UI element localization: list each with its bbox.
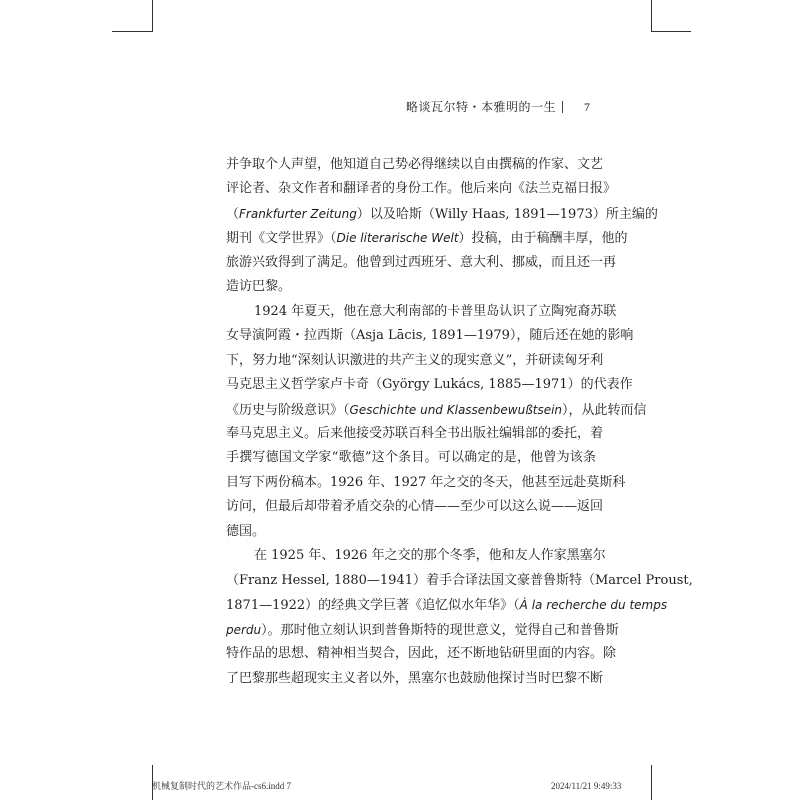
text-line: 并争取个人声望，他知道自己势必得继续以自由撰稿的作家、文艺 — [226, 157, 604, 172]
italic-title: Geschichte und Klassenbewußtsein — [349, 402, 563, 417]
crop-mark-bottom-right-vertical — [651, 765, 652, 800]
text-line: 奉马克思主义。后来他接受苏联百科全书出版社编辑部的委托，着 — [226, 425, 604, 441]
text-segment: ）以及哈斯（Willy Haas, 1891—1973）所主编的 — [356, 206, 658, 222]
text-line — [226, 202, 658, 226]
body-text — [226, 153, 693, 691]
text-segment: 《历史与阶级意识》（ — [226, 402, 350, 418]
text-line: 在 1925 年、1926 年之交的那个冬季，他和友人作家黑塞尔 — [254, 548, 606, 564]
crop-mark-top-left-horizontal — [112, 31, 152, 32]
text-line: 了巴黎那些超现实主义者以外，黑塞尔也鼓励他探讨当时巴黎不断 — [226, 670, 604, 686]
italic-title: perdu — [226, 622, 262, 637]
text-line: 手撰写德国文学家“歌德”这个条目。可以确定的是，他曾为该条 — [226, 450, 596, 466]
text-line: 下，努力地“深刻认识激进的共产主义的现实意义”，并研读匈牙利 — [226, 352, 604, 368]
text-segment: 期刊《文学世界》（ — [226, 231, 337, 247]
text-line: 1924 年夏天，他在意大利南部的卡普里岛认识了立陶宛裔苏联 — [254, 303, 617, 319]
running-head-title: 略谈瓦尔特・本雅明的一生 — [405, 100, 556, 114]
page-number: 7 — [584, 100, 590, 114]
text-segment: （ — [226, 206, 240, 222]
text-segment: ）投稿，由于稿酬丰厚，他的 — [458, 231, 628, 247]
text-line: 造访巴黎。 — [226, 279, 292, 295]
italic-title: Frankfurter Zeitung — [239, 206, 357, 221]
slug-timestamp: 2024/11/21 9:49:33 — [551, 781, 622, 791]
crop-mark-top-right-vertical — [651, 0, 652, 32]
running-head — [0, 97, 800, 117]
crop-mark-top-right-horizontal — [651, 31, 691, 32]
text-line: 访问，但最后却带着矛盾交杂的心情——至少可以这么说——返回 — [226, 499, 604, 515]
text-line: （Franz Hessel, 1880—1941）着手合译法国文豪普鲁斯特（Marcel Proust, — [226, 572, 693, 588]
text-line: 旅游兴致得到了满足。他曾到过西班牙、意大利、挪威，而且还一再 — [226, 254, 617, 270]
italic-title: Die literarische Welt — [336, 231, 459, 246]
text-line: 女导演阿霞・拉西斯（Asja Lācis, 1891—1979），随后还在她的影响 — [226, 328, 634, 344]
text-line — [226, 618, 619, 642]
text-line: 马克思主义哲学家卢卡奇（György Lukács, 1885—1971）的代表作 — [226, 377, 633, 393]
text-segment: ），从此转而信 — [562, 402, 647, 418]
running-head-divider — [562, 101, 563, 113]
text-line: 目写下两份稿本。1926 年、1927 年之交的冬天，他甚至远赴莫斯科 — [226, 474, 626, 490]
text-line — [226, 226, 628, 250]
text-line: 评论者、杂文作者和翻译者的身份工作。他后来向《法兰克福日报》 — [226, 181, 617, 197]
text-line — [226, 593, 668, 617]
text-segment: ）。那时他立刻认识到普鲁斯特的现世意义，觉得自己和普鲁斯 — [261, 622, 619, 638]
text-line: 特作品的思想、精神相当契合，因此，还不断地钻研里面的内容。除 — [226, 646, 617, 662]
text-line — [226, 398, 647, 422]
crop-mark-top-left-vertical — [152, 0, 153, 32]
text-line: 德国。 — [226, 523, 266, 539]
text-segment: 1871—1922）的经典文学巨著《追忆似水年华》（ — [226, 598, 520, 614]
slug-file-name: 机械复制时代的艺术作品-cs6.indd 7 — [152, 781, 291, 791]
italic-title: À la recherche du temps — [519, 598, 668, 613]
